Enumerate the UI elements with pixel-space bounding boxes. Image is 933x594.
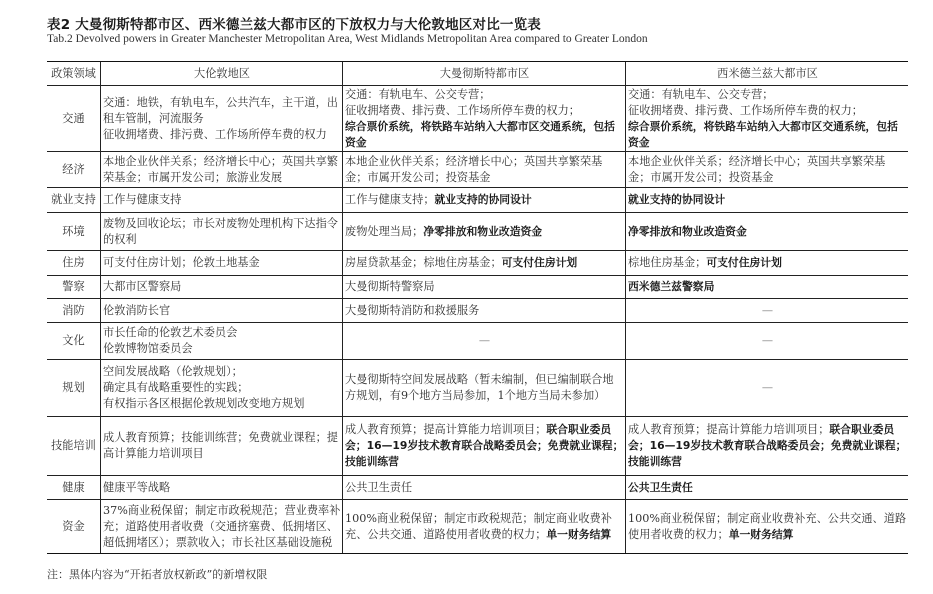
new-power-text: 联合职业委员会；16—19岁技术教育联合战略委员会；免费就业课程；技能训练营: [345, 423, 624, 468]
table-header-row: [47, 62, 908, 86]
cell-greater-manchester: [343, 251, 626, 276]
new-power-text: 综合票价系统，将铁路车站纳入大都市区交通系统，包括资金: [345, 119, 615, 149]
table-body: [47, 86, 908, 554]
new-power-text: 就业支持的协同设计: [434, 193, 532, 206]
table-row: [47, 299, 908, 323]
power-text: 征收拥堵费、排污费、工作场所停车费的权力；: [628, 103, 863, 117]
power-text: 棕地住房基金；: [628, 256, 707, 269]
cell-west-midlands: [626, 323, 909, 360]
policy-area-cell: 消防: [47, 299, 101, 323]
cell-greater-london: [101, 86, 343, 152]
policy-area-cell: 住房: [47, 251, 101, 276]
policy-area-cell: 警察: [47, 276, 101, 299]
cell-greater-manchester: [343, 276, 626, 299]
cell-west-midlands: [626, 251, 909, 276]
new-power-text: 公共卫生责任: [628, 480, 693, 494]
power-text: 本地企业伙伴关系；经济增长中心；英国共享繁荣基金；市属开发公司；投资基金: [345, 154, 603, 184]
cell-greater-manchester: [343, 299, 626, 323]
table-row: [47, 323, 908, 360]
new-power-text: 净零排放和物业改造资金: [423, 224, 543, 238]
cell-greater-manchester: [343, 500, 626, 554]
policy-area-cell: 健康: [47, 476, 101, 500]
cell-greater-london: [101, 152, 343, 188]
power-text: 征收拥堵费、排污费、工作场所停车费的权力: [103, 127, 327, 141]
header-greater-london: 大伦敦地区: [101, 62, 343, 86]
new-power-text: 可支付住房计划: [501, 256, 578, 269]
cell-greater-london: [101, 251, 343, 276]
cell-greater-london: [101, 276, 343, 299]
empty-dash: —: [761, 381, 774, 394]
empty-dash: —: [478, 334, 491, 347]
policy-area-cell: 经济: [47, 152, 101, 188]
cell-west-midlands: [626, 213, 909, 251]
cell-greater-london: [101, 323, 343, 360]
table-row: [47, 500, 908, 554]
cell-greater-manchester: [343, 188, 626, 213]
power-text: 伦敦消防长官: [103, 303, 171, 317]
cell-greater-manchester: [343, 86, 626, 152]
power-text: 大曼彻斯特空间发展战略（暂未编制，但已编制联合地方规划，有9个地方当局参加，1个地方当局未参加）: [345, 373, 614, 402]
cell-west-midlands: [626, 360, 909, 417]
new-power-text: 净零排放和物业改造资金: [628, 224, 747, 238]
power-text: 工作与健康支持: [103, 193, 182, 206]
power-text: 成人教育预算；技能训练营；免费就业课程；提高计算能力培训项目: [103, 431, 338, 460]
power-text: 100%商业税保留；制定市政税规范；制定商业收费补充、公共交通、道路使用者收费的权力；: [345, 511, 612, 541]
header-greater-manchester: 大曼彻斯特都市区: [343, 62, 626, 86]
cell-west-midlands: [626, 417, 909, 476]
cell-greater-london: [101, 299, 343, 323]
cell-greater-london: [101, 188, 343, 213]
policy-area-cell: 技能培训: [47, 417, 101, 476]
power-text: 房屋贷款基金；棕地住房基金；: [345, 256, 502, 269]
power-text: 有权指示各区根据伦敦规划改变地方规划: [103, 397, 305, 410]
new-power-text: 西米德兰兹警察局: [628, 280, 715, 293]
power-text: 成人教育预算；提高计算能力培训项目；: [628, 423, 830, 436]
cell-greater-london: [101, 500, 343, 554]
cell-greater-manchester: [343, 417, 626, 476]
power-text: 交通：地铁，有轨电车，公共汽车，主干道，出租车管制，河流服务: [103, 95, 338, 125]
power-text: 成人教育预算；提高计算能力培训项目；: [345, 423, 547, 436]
empty-dash: —: [761, 334, 774, 347]
table-title-english: Tab.2 Devolved powers in Greater Manchester Metropolitan Area, West Midlands Metropolitan Area compared to Greater London: [47, 33, 648, 45]
cell-greater-manchester: [343, 213, 626, 251]
policy-area-cell: 资金: [47, 500, 101, 554]
cell-west-midlands: [626, 152, 909, 188]
new-power-text: 单一财务结算: [728, 527, 794, 541]
power-text: 大都市区警察局: [103, 280, 182, 293]
cell-greater-manchester: [343, 152, 626, 188]
header-west-midlands: 西米德兰兹大都市区: [626, 62, 909, 86]
cell-greater-manchester: [343, 476, 626, 500]
power-text: 工作与健康支持；: [345, 193, 435, 206]
new-power-text: 联合职业委员会；16—19岁技术教育联合战略委员会；免费就业课程；技能训练营: [628, 423, 907, 468]
table-title-chinese: 表2 大曼彻斯特都市区、西米德兰兹大都市区的下放权力与大伦敦地区对比一览表: [47, 17, 541, 33]
cell-west-midlands: [626, 299, 909, 323]
table-row: [47, 188, 908, 213]
power-text: 伦敦博物馆委员会: [103, 342, 193, 355]
power-text: 废物处理当局；: [345, 224, 424, 238]
table-row: [47, 417, 908, 476]
header-policy-area: 政策领域: [47, 62, 101, 86]
power-text: 健康平等战略: [103, 480, 171, 494]
empty-dash: —: [761, 303, 774, 317]
power-text: 征收拥堵费、排污费、工作场所停车费的权力；: [345, 103, 580, 117]
cell-west-midlands: [626, 500, 909, 554]
cell-greater-manchester: [343, 323, 626, 360]
cell-west-midlands: [626, 476, 909, 500]
power-text: 大曼彻斯特警察局: [345, 280, 435, 293]
table-row: [47, 213, 908, 251]
power-text: 市长任命的伦敦艺术委员会: [103, 326, 238, 339]
power-text: 废物及回收论坛；市长对废物处理机构下达指令的权利: [103, 216, 338, 246]
table-row: [47, 360, 908, 417]
power-text: 可支付住房计划；伦敦土地基金: [103, 256, 260, 269]
new-power-text: 单一财务结算: [546, 527, 612, 541]
cell-west-midlands: [626, 86, 909, 152]
cell-greater-london: [101, 213, 343, 251]
policy-area-cell: 就业支持: [47, 188, 101, 213]
new-power-text: 可支付住房计划: [706, 256, 782, 269]
power-text: 交通：有轨电车、公交专营；: [628, 87, 774, 101]
power-text: 交通：有轨电车、公交专营；: [345, 87, 491, 101]
table-row: [47, 476, 908, 500]
table-row: [47, 152, 908, 188]
power-text: 空间发展战略（伦敦规划）；: [103, 365, 243, 378]
cell-greater-london: [101, 476, 343, 500]
power-text: 100%商业税保留；制定商业收费补充、公共交通、道路使用者收费的权力；: [628, 511, 907, 541]
table-row: [47, 251, 908, 276]
table-row: [47, 86, 908, 152]
comparison-table: [47, 61, 908, 554]
new-power-text: 就业支持的协同设计: [628, 193, 726, 206]
power-text: 本地企业伙伴关系；经济增长中心；英国共享繁荣基金；市属开发公司；投资基金: [628, 154, 886, 184]
policy-area-cell: 规划: [47, 360, 101, 417]
cell-west-midlands: [626, 188, 909, 213]
power-text: 本地企业伙伴关系；经济增长中心；英国共享繁荣基金；市属开发公司；旅游业发展: [103, 154, 338, 184]
cell-west-midlands: [626, 276, 909, 299]
policy-area-cell: 文化: [47, 323, 101, 360]
cell-greater-manchester: [343, 360, 626, 417]
new-power-text: 综合票价系统，将铁路车站纳入大都市区交通系统，包括资金: [628, 119, 898, 149]
power-text: 公共卫生责任: [345, 480, 413, 494]
power-text: 37%商业税保留；制定市政税规范；营业费率补充；道路使用者收费（交通挤塞费、低拥堵区、超低拥堵区）；票款收入；市长社区基础设施税: [103, 503, 341, 549]
power-text: 大曼彻斯特消防和救援服务: [345, 303, 480, 317]
table-row: [47, 276, 908, 299]
cell-greater-london: [101, 417, 343, 476]
table-note: 注：黑体内容为“开拓者放权新政”的新增权限: [47, 568, 268, 581]
policy-area-cell: 交通: [47, 86, 101, 152]
power-text: 确定具有战略重要性的实践；: [103, 381, 249, 394]
policy-area-cell: 环境: [47, 213, 101, 251]
cell-greater-london: [101, 360, 343, 417]
